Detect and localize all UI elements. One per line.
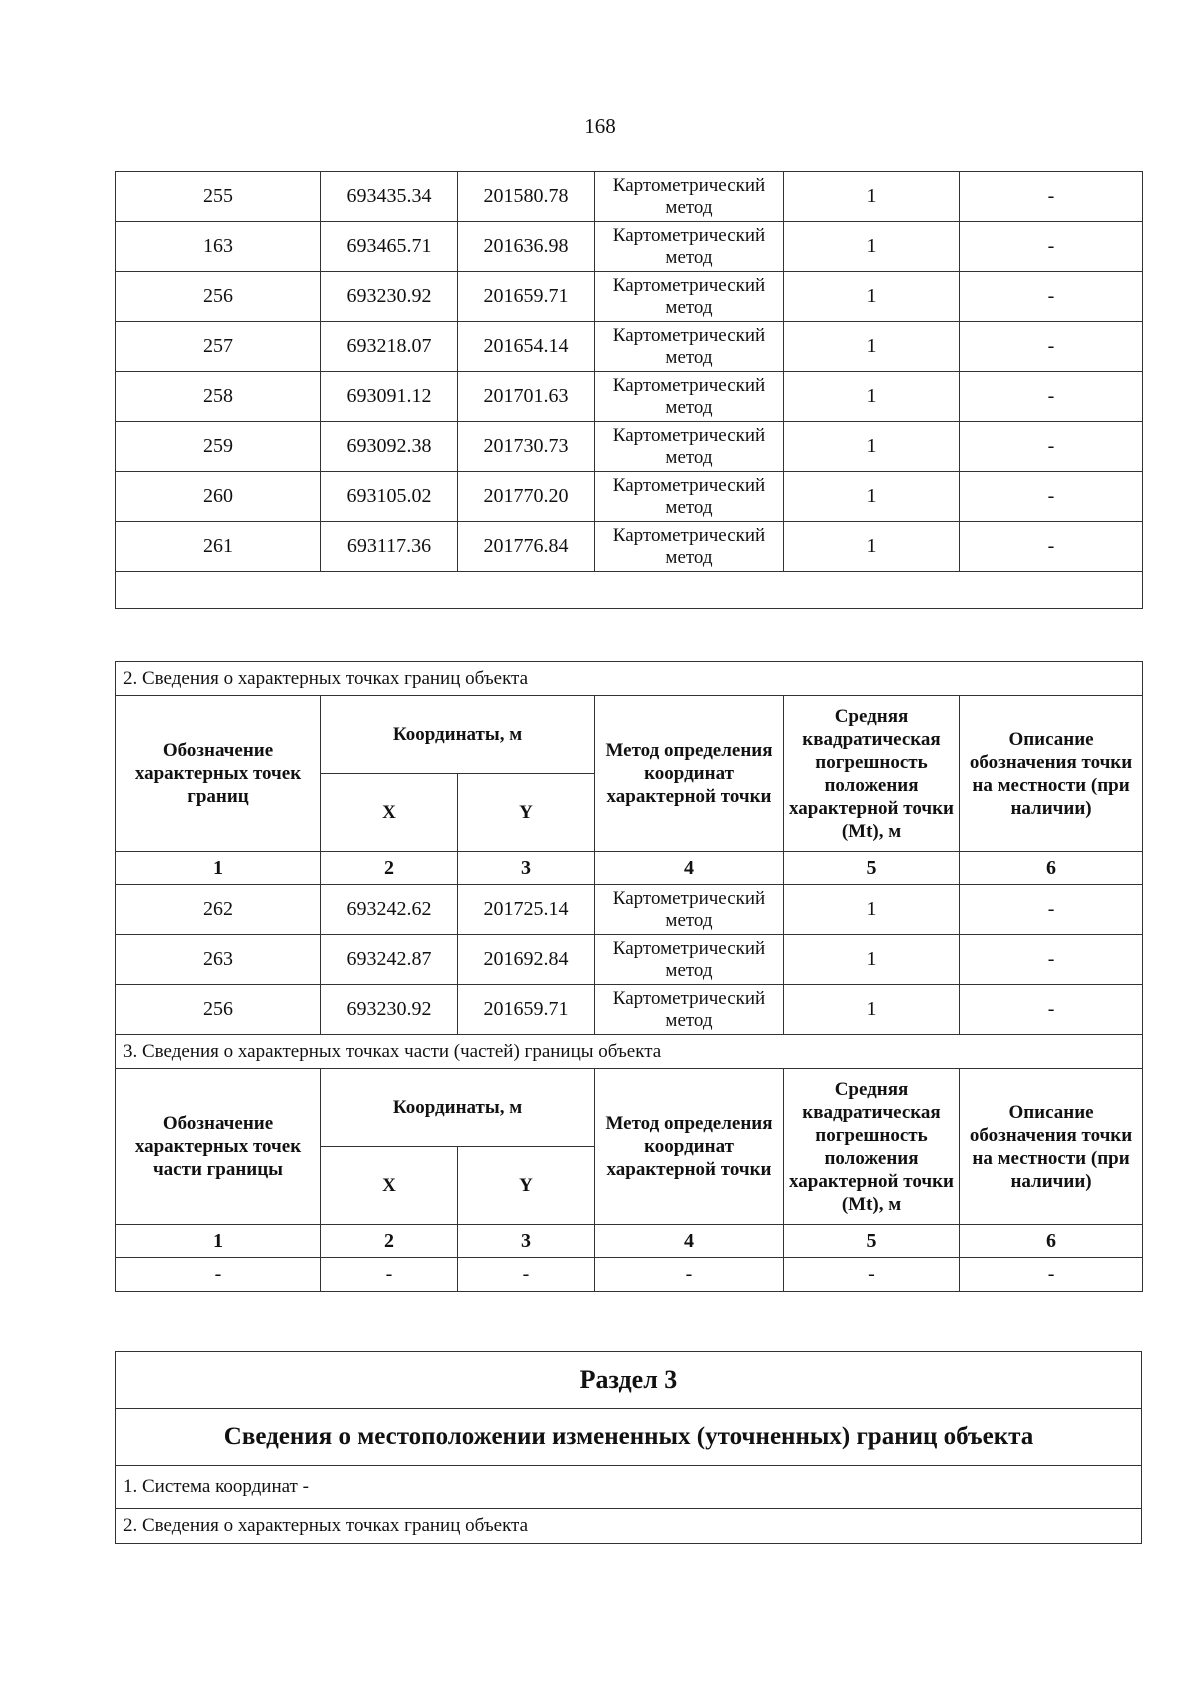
column-index: 2 bbox=[321, 852, 458, 885]
description-cell: - bbox=[960, 522, 1143, 572]
coord-system-row bbox=[116, 1466, 1142, 1509]
y-cell: 201636.98 bbox=[458, 222, 595, 272]
table-row bbox=[116, 935, 1143, 985]
accuracy-cell: 1 bbox=[784, 372, 960, 422]
points-caption-row bbox=[116, 1509, 1142, 1544]
description-cell: - bbox=[960, 422, 1143, 472]
x-cell: 693230.92 bbox=[321, 985, 458, 1035]
method-cell: Картометрический метод bbox=[595, 172, 784, 222]
accuracy-cell: - bbox=[784, 1258, 960, 1292]
method-cell: Картометрический метод bbox=[595, 985, 784, 1035]
header-y: Y bbox=[458, 774, 595, 852]
header-coords: Координаты, м bbox=[321, 1069, 595, 1147]
header-point: Обозначение характерных точек границ bbox=[116, 696, 321, 852]
method-cell: Картометрический метод bbox=[595, 372, 784, 422]
x-cell: 693465.71 bbox=[321, 222, 458, 272]
column-index: 5 bbox=[784, 1225, 960, 1258]
header-row bbox=[116, 1069, 1143, 1147]
method-cell: Картометрический метод bbox=[595, 272, 784, 322]
point-cell: 262 bbox=[116, 885, 321, 935]
point-cell: 261 bbox=[116, 522, 321, 572]
table-row bbox=[116, 1258, 1143, 1292]
column-index: 4 bbox=[595, 1225, 784, 1258]
column-index: 3 bbox=[458, 1225, 595, 1258]
table-row bbox=[116, 422, 1143, 472]
empty-cell bbox=[116, 572, 1143, 609]
x-cell: 693117.36 bbox=[321, 522, 458, 572]
x-cell: 693092.38 bbox=[321, 422, 458, 472]
description-cell: - bbox=[960, 172, 1143, 222]
razdel-subtitle-row bbox=[116, 1409, 1142, 1466]
y-cell: 201654.14 bbox=[458, 322, 595, 372]
x-cell: 693242.62 bbox=[321, 885, 458, 935]
x-cell: 693105.02 bbox=[321, 472, 458, 522]
section2-caption: 2. Сведения о характерных точках границ объекта bbox=[116, 662, 1143, 696]
description-cell: - bbox=[960, 985, 1143, 1035]
description-cell: - bbox=[960, 472, 1143, 522]
y-cell: 201776.84 bbox=[458, 522, 595, 572]
accuracy-cell: 1 bbox=[784, 222, 960, 272]
point-cell: 256 bbox=[116, 272, 321, 322]
accuracy-cell: 1 bbox=[784, 422, 960, 472]
header-accuracy: Средняя квадратическая погрешность положения характерной точки (Mt), м bbox=[784, 1069, 960, 1225]
table-row bbox=[116, 222, 1143, 272]
table-row bbox=[116, 985, 1143, 1035]
section3-caption: 3. Сведения о характерных точках части (частей) границы объекта bbox=[116, 1035, 1143, 1069]
method-cell: Картометрический метод bbox=[595, 322, 784, 372]
accuracy-cell: 1 bbox=[784, 322, 960, 372]
description-cell: - bbox=[960, 885, 1143, 935]
point-cell: - bbox=[116, 1258, 321, 1292]
coord-system: 1. Система координат - bbox=[116, 1466, 1142, 1509]
header-x: X bbox=[321, 1147, 458, 1225]
y-cell: - bbox=[458, 1258, 595, 1292]
table-row bbox=[116, 272, 1143, 322]
point-cell: 259 bbox=[116, 422, 321, 472]
method-cell: - bbox=[595, 1258, 784, 1292]
header-method: Метод определения координат характерной точки bbox=[595, 1069, 784, 1225]
method-cell: Картометрический метод bbox=[595, 935, 784, 985]
accuracy-cell: 1 bbox=[784, 935, 960, 985]
column-index: 1 bbox=[116, 1225, 321, 1258]
point-cell: 256 bbox=[116, 985, 321, 1035]
razdel-title: Раздел 3 bbox=[116, 1352, 1142, 1409]
method-cell: Картометрический метод bbox=[595, 222, 784, 272]
method-cell: Картометрический метод bbox=[595, 885, 784, 935]
method-cell: Картометрический метод bbox=[595, 522, 784, 572]
boundary-points-table bbox=[115, 661, 1143, 1292]
description-cell: - bbox=[960, 272, 1143, 322]
point-cell: 163 bbox=[116, 222, 321, 272]
column-index: 3 bbox=[458, 852, 595, 885]
y-cell: 201659.71 bbox=[458, 985, 595, 1035]
column-index: 2 bbox=[321, 1225, 458, 1258]
razdel-title-row bbox=[116, 1352, 1142, 1409]
header-description: Описание обозначения точки на местности (при наличии) bbox=[960, 1069, 1143, 1225]
y-cell: 201659.71 bbox=[458, 272, 595, 322]
section-caption-row bbox=[116, 662, 1143, 696]
header-point: Обозначение характерных точек части границы bbox=[116, 1069, 321, 1225]
accuracy-cell: 1 bbox=[784, 272, 960, 322]
accuracy-cell: 1 bbox=[784, 472, 960, 522]
x-cell: 693091.12 bbox=[321, 372, 458, 422]
accuracy-cell: 1 bbox=[784, 985, 960, 1035]
x-cell: 693242.87 bbox=[321, 935, 458, 985]
y-cell: 201725.14 bbox=[458, 885, 595, 935]
points-caption: 2. Сведения о характерных точках границ объекта bbox=[116, 1509, 1142, 1544]
description-cell: - bbox=[960, 1258, 1143, 1292]
y-cell: 201692.84 bbox=[458, 935, 595, 985]
method-cell: Картометрический метод bbox=[595, 422, 784, 472]
column-index: 6 bbox=[960, 852, 1143, 885]
table-row bbox=[116, 522, 1143, 572]
accuracy-cell: 1 bbox=[784, 172, 960, 222]
point-cell: 260 bbox=[116, 472, 321, 522]
y-cell: 201701.63 bbox=[458, 372, 595, 422]
y-cell: 201770.20 bbox=[458, 472, 595, 522]
razdel-3-table bbox=[115, 1351, 1142, 1544]
point-cell: 255 bbox=[116, 172, 321, 222]
description-cell: - bbox=[960, 222, 1143, 272]
point-cell: 258 bbox=[116, 372, 321, 422]
column-index: 5 bbox=[784, 852, 960, 885]
header-description: Описание обозначения точки на местности (при наличии) bbox=[960, 696, 1143, 852]
table-row bbox=[116, 885, 1143, 935]
header-method: Метод определения координат характерной точки bbox=[595, 696, 784, 852]
y-cell: 201730.73 bbox=[458, 422, 595, 472]
empty-row bbox=[116, 572, 1143, 609]
section-caption-row bbox=[116, 1035, 1143, 1069]
description-cell: - bbox=[960, 322, 1143, 372]
table-row bbox=[116, 172, 1143, 222]
x-cell: 693230.92 bbox=[321, 272, 458, 322]
accuracy-cell: 1 bbox=[784, 522, 960, 572]
razdel-subtitle: Сведения о местоположении измененных (уточненных) границ объекта bbox=[116, 1409, 1142, 1466]
column-index: 1 bbox=[116, 852, 321, 885]
description-cell: - bbox=[960, 935, 1143, 985]
coordinates-table-continued bbox=[115, 171, 1143, 609]
header-row bbox=[116, 696, 1143, 774]
table-row bbox=[116, 322, 1143, 372]
table-row bbox=[116, 372, 1143, 422]
y-cell: 201580.78 bbox=[458, 172, 595, 222]
x-cell: 693435.34 bbox=[321, 172, 458, 222]
method-cell: Картометрический метод bbox=[595, 472, 784, 522]
table-row bbox=[116, 472, 1143, 522]
column-index: 4 bbox=[595, 852, 784, 885]
column-index: 6 bbox=[960, 1225, 1143, 1258]
x-cell: 693218.07 bbox=[321, 322, 458, 372]
column-index-row bbox=[116, 1225, 1143, 1258]
page-number: 168 bbox=[584, 114, 616, 138]
header-accuracy: Средняя квадратическая погрешность положения характерной точки (Mt), м bbox=[784, 696, 960, 852]
column-index-row bbox=[116, 852, 1143, 885]
header-y: Y bbox=[458, 1147, 595, 1225]
header-x: X bbox=[321, 774, 458, 852]
point-cell: 263 bbox=[116, 935, 321, 985]
accuracy-cell: 1 bbox=[784, 885, 960, 935]
x-cell: - bbox=[321, 1258, 458, 1292]
description-cell: - bbox=[960, 372, 1143, 422]
header-coords: Координаты, м bbox=[321, 696, 595, 774]
point-cell: 257 bbox=[116, 322, 321, 372]
